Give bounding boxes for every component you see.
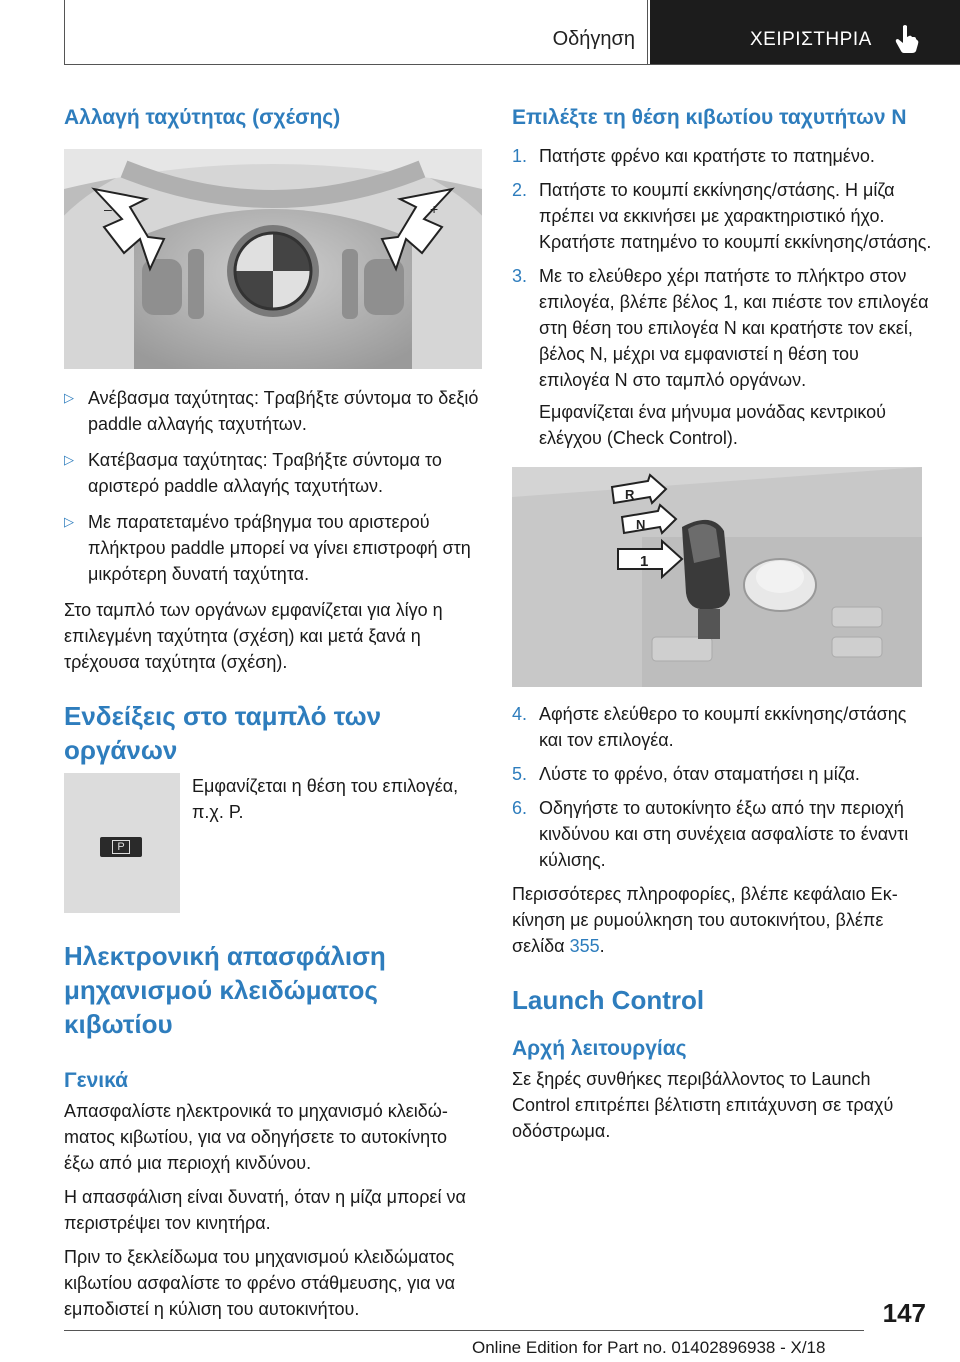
step-text: Πατήστε φρένο και κρατήστε το πατημένο. <box>539 146 875 166</box>
footer-edition: Online Edition for Part no. 01402896938 - X/18 <box>472 1338 826 1357</box>
step-1 <box>512 143 932 169</box>
step-number: 2. <box>512 180 528 200</box>
step-number: 6. <box>512 798 528 818</box>
gear-change-bullets <box>64 385 482 587</box>
right-column <box>512 100 932 1144</box>
arrow-n-label: N <box>636 517 646 532</box>
steps-list-b <box>512 701 932 873</box>
step-text: Λύστε το φρένο, όταν σταματήσει η μίζα. <box>539 764 860 784</box>
bullet-triangle-icon: ▷ <box>64 390 74 405</box>
gear-selector-illustration <box>512 467 922 687</box>
step-number: 4. <box>512 704 528 724</box>
more-info-paragraph <box>512 881 932 959</box>
bullet-upshift <box>64 385 482 437</box>
launch-control-text: Σε ξηρές συνθήκες περιβάλλοντος το Launch Control επιτρέπει βέλτιστη επιτάχυνση σε τραχύ οδόστρωμα. <box>512 1069 894 1141</box>
steps-list-a <box>512 143 932 451</box>
hand-pointer-icon <box>894 24 920 54</box>
step-number: 5. <box>512 764 528 784</box>
step-text: Πατήστε το κουμπί εκκίνησης/στάσης. Η μίζα πρέπει να εκκινήσει με χαρακτηριστικό ήχο. Κρατήστε πατημένο το κουμπί εκκίνησης/στάσης. <box>539 180 932 252</box>
more-info-text: Περισσότερες πληροφορίες, βλέπε κεφάλαιο Εκκίνηση με ρυμούλκηση του αυτοκινήτου, βλέπε σελίδα <box>512 884 898 956</box>
header-rule <box>64 64 960 65</box>
heading-launch-control: Launch Control <box>512 985 705 1015</box>
page-reference-link[interactable]: 355 <box>569 936 600 956</box>
heading-operating-principle: Αρχή λειτουργίας <box>512 1037 687 1060</box>
header-chapter-tab <box>650 0 960 65</box>
instrument-display-image <box>64 773 180 913</box>
unlock-paragraph-3: Πριν το ξεκλείδωμα του μηχανισμού κλειδώματος κιβωτίου ασφαλίστε το φρένο στάθμευσης, για να εμποδιστεί η κύλιση του αυτοκινήτου. <box>64 1247 455 1319</box>
arrow-1-label: 1 <box>640 553 649 570</box>
more-info-end: . <box>599 936 605 956</box>
bullet-text: Ανέβασμα ταχύτητας: Τραβήξτε σύντομα το δεξιό paddle αλλαγής ταχυτήτων. <box>88 388 479 434</box>
step-5 <box>512 761 932 787</box>
bullet-triangle-icon: ▷ <box>64 452 74 467</box>
heading-select-n: Επιλέξτε τη θέση κιβωτίου ταχυτήτων N <box>512 106 907 129</box>
step-text: Με το ελεύθερο χέρι πατήστε το πλήκτρο στον επιλογέα, βλέπε βέλος 1, και πιέστε τον επιλογέα στη θέση του επιλογέα N και κρατήστε τον εκεί, βέλος N, μέχρι να εμφανιστεί η θέση του επιλογέα N στο ταμπλό οργάνων. <box>539 266 929 390</box>
bullet-text: Με παρατεταμένο τράβηγμα του αριστερού πλήκτρου paddle μπορεί να γίνει επιστροφή στη μικρότερη δυνατή ταχύτητα. <box>88 512 471 584</box>
bullet-downshift <box>64 447 482 499</box>
unlock-paragraph-1: Απασφαλίστε ηλεκτρονικά το μηχανισμό κλειδώmατος κιβωτίου, για να οδηγήσετε το αυτοκίνητο έξω από μια περιοχή κινδύνου. <box>64 1101 448 1173</box>
selector-position-indicator <box>100 837 142 857</box>
svg-text:–: – <box>104 201 112 217</box>
bullet-text: Κατέβασμα ταχύτητας: Τραβήξτε σύντομα το αριστερό paddle αλλαγής ταχυτήτων. <box>88 450 442 496</box>
header-chapter-label: ΧΕΙΡΙΣΤΗΡΙΑ <box>750 29 872 50</box>
step-number: 1. <box>512 146 528 166</box>
steering-wheel-illustration <box>64 149 482 369</box>
display-indicator-row <box>64 773 482 913</box>
footer-rule <box>64 1330 864 1331</box>
steering-wheel-image <box>64 149 482 369</box>
step-number: 3. <box>512 266 528 286</box>
header-section-label: Οδήγηση <box>552 28 635 50</box>
display-indicator-text: Εμφανίζεται η θέση του επιλογέα, π.χ. P. <box>192 776 459 822</box>
bullet-long-pull <box>64 509 482 587</box>
step-6 <box>512 795 932 873</box>
step-2 <box>512 177 932 255</box>
heading-gear-change: Αλλαγή ταχύτητας (σχέσης) <box>64 106 341 129</box>
svg-text:+: + <box>430 201 439 217</box>
heading-instrument-display: Ενδείξεις στο ταμπλό των οργάνων <box>64 701 382 765</box>
step-4 <box>512 701 932 753</box>
step-text: Αφήστε ελεύθερο το κουμπί εκκίνησης/στάσης και τον επιλογέα. <box>539 704 907 750</box>
bullet-triangle-icon: ▷ <box>64 514 74 529</box>
arrow-r-label: R <box>625 487 635 502</box>
gear-display-note: Στο ταμπλό των οργάνων εμφανίζεται για λίγο η επιλεγμένη ταχύτητα (σχέση) και μετά ξανά η τρέχουσα ταχύτητα (σχέση). <box>64 600 443 672</box>
gear-p-label: P <box>112 840 130 854</box>
heading-electronic-unlock: Ηλεκτρονική απασφάλιση μηχανισμού κλειδώματος κιβωτίου <box>64 941 386 1039</box>
header-section-tab <box>64 0 648 65</box>
unlock-paragraph-2: Η απασφάλιση είναι δυνατή, όταν η μίζα μπορεί να περιστρέψει τον κινητήρα. <box>64 1187 466 1233</box>
step-text: Οδηγήστε το αυτοκίνητο έξω από την περιοχή κινδύνου και στη συνέχεια ασφαλίστε το έναντι κύλισης. <box>539 798 909 870</box>
gear-selector-image <box>512 467 922 687</box>
left-column <box>64 100 482 1322</box>
step-3-note: Εμφανίζεται ένα μήνυμα μονάδας κεντρικού ελέγχου (Check Control). <box>539 402 887 448</box>
step-3 <box>512 263 932 451</box>
page-number: 147 <box>882 1298 926 1328</box>
heading-general: Γενικά <box>64 1069 129 1092</box>
